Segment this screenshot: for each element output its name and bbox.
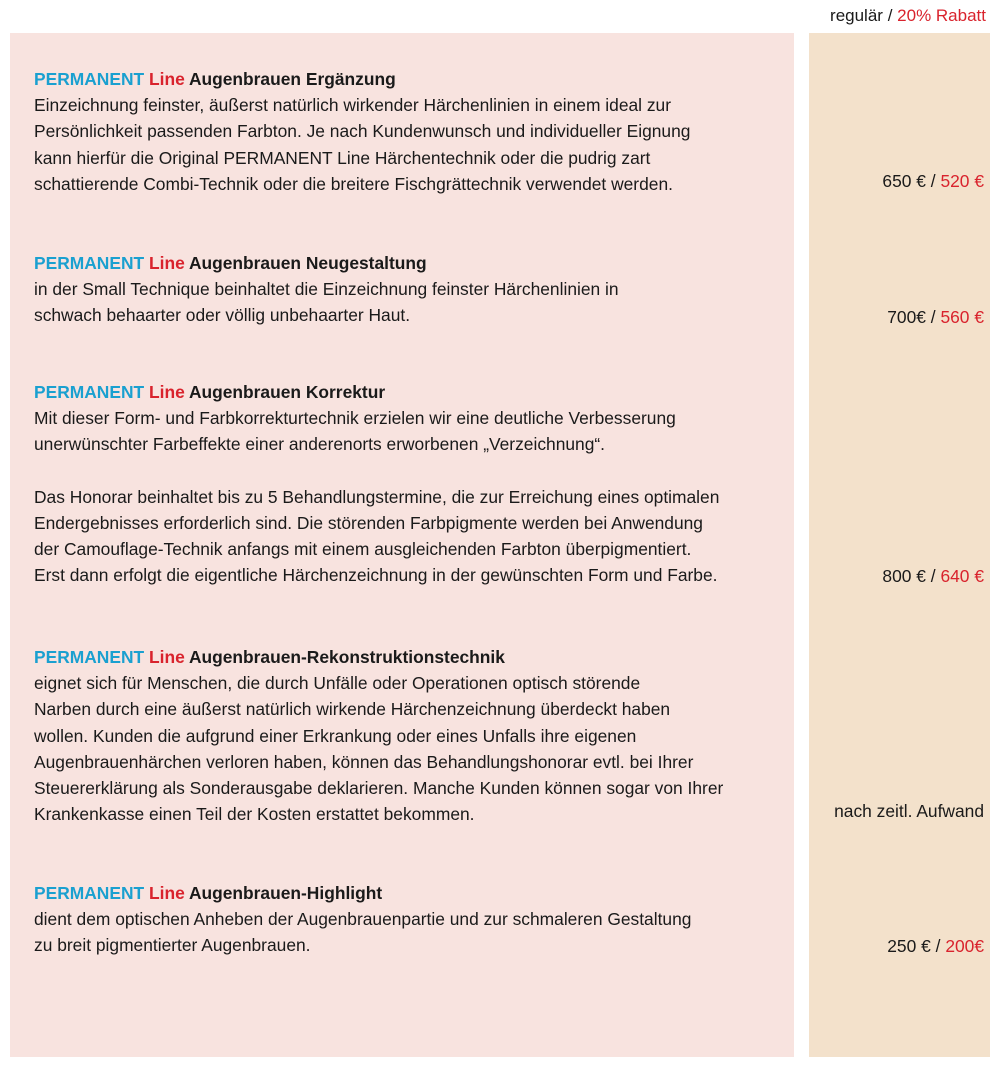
description-line: Einzeichnung feinster, äußerst natürlich wirkender Härchenlinien in einem ideal zur xyxy=(34,95,672,116)
service-price xyxy=(882,171,984,192)
price-separator: / xyxy=(930,566,936,586)
description-line: Mit dieser Form- und Farbkorrekturtechnik erzielen wir eine deutliche Verbesserung xyxy=(34,408,676,429)
service-item xyxy=(34,379,794,588)
price-regular: 650 € xyxy=(882,171,926,191)
description-line: schattierende Combi-Technik oder die breitere Fischgrättechnik verwendet werden. xyxy=(34,173,673,194)
description-line: Endergebnisses erforderlich sind. Die störenden Farbpigmente werden bei Anwendung xyxy=(34,512,703,533)
description-line: eignet sich für Menschen, die durch Unfälle oder Operationen optisch störende xyxy=(34,673,641,694)
description-line: wollen. Kunden die aufgrund einer Erkrankung oder eines Unfalls ihre eigenen xyxy=(34,725,637,746)
price-regular: 250 € xyxy=(887,936,931,956)
service-price xyxy=(887,936,984,957)
service-title xyxy=(34,66,794,92)
description-line: kann hierfür die Original PERMANENT Line Härchentechnik oder die pudrig zart xyxy=(34,147,651,168)
service-price xyxy=(887,307,984,328)
description-line: Krankenkasse einen Teil der Kosten erstattet bekommen. xyxy=(34,804,475,825)
service-title xyxy=(34,379,794,405)
description-line: zu breit pigmentierter Augenbrauen. xyxy=(34,935,311,956)
description-line: Erst dann erfolgt die eigentliche Härchenzeichnung in der gewünschten Form und Farbe. xyxy=(34,565,718,586)
description-line: unerwünschter Farbeffekte einer anderenorts erworbenen „Verzeichnung“. xyxy=(34,434,606,455)
price-discount: 520 € xyxy=(940,171,984,191)
price-separator: / xyxy=(930,171,936,191)
description-line: Narben durch eine äußerst natürlich wirkende Härchenzeichnung überdeckt haben xyxy=(34,699,671,720)
service-item xyxy=(34,880,794,959)
price-regular: 700€ xyxy=(887,307,926,327)
price-separator: / xyxy=(935,936,941,956)
price-column-header xyxy=(830,6,986,26)
brand-line: Line xyxy=(149,647,185,667)
price-discount: 640 € xyxy=(940,566,984,586)
discount-label: 20% Rabatt xyxy=(897,6,986,25)
brand-line: Line xyxy=(149,883,185,903)
service-price xyxy=(834,801,984,822)
service-price xyxy=(882,566,984,587)
price-text: nach zeitl. Aufwand xyxy=(834,801,984,821)
price-discount: 560 € xyxy=(940,307,984,327)
service-name: Augenbrauen-Rekonstruktionstechnik xyxy=(188,647,505,667)
description-line: dient dem optischen Anheben der Augenbrauenpartie und zur schmaleren Gestaltung xyxy=(34,909,692,930)
brand-permanent: PERMANENT xyxy=(34,382,145,402)
brand-permanent: PERMANENT xyxy=(34,253,145,273)
service-name: Augenbrauen Ergänzung xyxy=(188,69,396,89)
description-line: schwach behaarter oder völlig unbehaarter Haut. xyxy=(34,305,411,326)
brand-line: Line xyxy=(149,382,185,402)
service-item xyxy=(34,66,794,197)
price-separator: / xyxy=(930,307,936,327)
brand-line: Line xyxy=(149,253,185,273)
service-item xyxy=(34,250,794,329)
service-name: Augenbrauen Korrektur xyxy=(188,382,386,402)
brand-line: Line xyxy=(149,69,185,89)
brand-permanent: PERMANENT xyxy=(34,883,145,903)
price-discount: 200€ xyxy=(945,936,984,956)
description-line: Steuererklärung als Sonderausgabe deklarieren. Manche Kunden können sogar von Ihrer xyxy=(34,778,724,799)
service-title xyxy=(34,250,794,276)
price-regular: 800 € xyxy=(882,566,926,586)
service-title xyxy=(34,880,794,906)
service-title xyxy=(34,644,794,670)
description-line: Persönlichkeit passenden Farbton. Je nach Kundenwunsch und individueller Eignung xyxy=(34,121,691,142)
service-name: Augenbrauen Neugestaltung xyxy=(188,253,427,273)
description-line: der Camouflage-Technik anfangs mit einem ausgleichenden Farbton überpigmentiert. xyxy=(34,539,692,560)
brand-permanent: PERMANENT xyxy=(34,69,145,89)
header-separator: / xyxy=(887,6,893,25)
regular-label: regulär xyxy=(830,6,883,25)
description-line: Das Honorar beinhaltet bis zu 5 Behandlungstermine, die zur Erreichung eines optimalen xyxy=(34,486,720,507)
brand-permanent: PERMANENT xyxy=(34,647,145,667)
description-line: Augenbrauenhärchen verloren haben, können das Behandlungshonorar evtl. bei Ihrer xyxy=(34,751,694,772)
service-item xyxy=(34,644,794,827)
description-line: in der Small Technique beinhaltet die Einzeichnung feinster Härchenlinien in xyxy=(34,279,619,300)
service-name: Augenbrauen-Highlight xyxy=(188,883,383,903)
